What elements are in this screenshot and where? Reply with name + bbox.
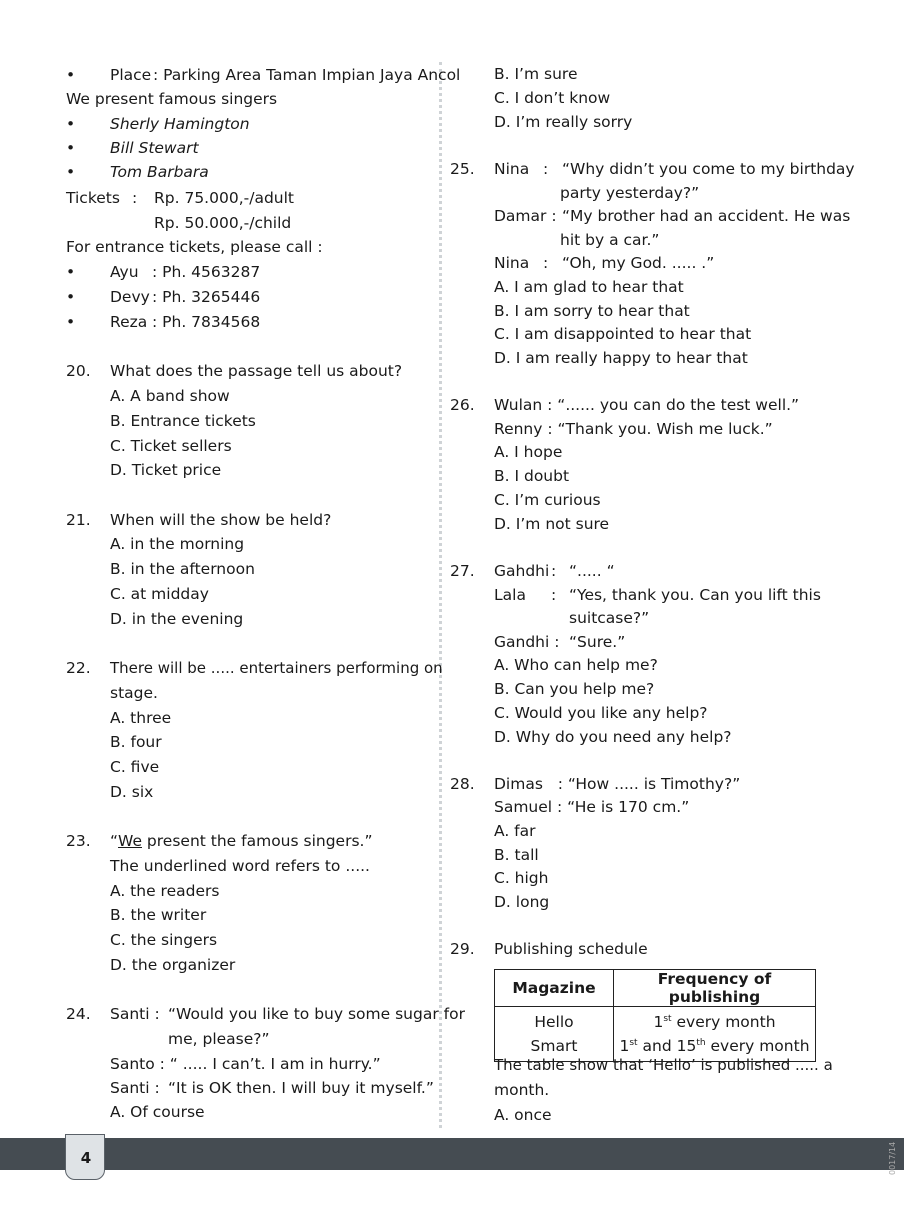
option: B. Can you help me?: [494, 680, 655, 698]
question-number: 26.: [450, 396, 475, 414]
dialogue-line: “Why didn’t you come to my birthday: [562, 160, 855, 178]
question-text: The underlined word refers to .....: [110, 857, 370, 875]
dialogue-line: “Sure.”: [569, 633, 626, 651]
footer-bar: [0, 1138, 904, 1170]
option: A. Who can help me?: [494, 656, 658, 674]
option: A. in the morning: [110, 535, 245, 553]
option: D. the organizer: [110, 956, 236, 974]
question-number: 24.: [66, 1005, 91, 1023]
dialogue-line: suitcase?”: [569, 609, 650, 627]
question-text: What does the passage tell us about?: [110, 362, 403, 380]
question-number: 29.: [450, 940, 475, 958]
dialogue-line: party yesterday?”: [560, 184, 700, 202]
option: C. I am disappointed to hear that: [494, 325, 752, 343]
speaker-label: Damar :: [494, 207, 557, 225]
publishing-schedule-table: [494, 969, 816, 1062]
dialogue-line: Renny : “Thank you. Wish me luck.”: [494, 420, 773, 438]
question-number: 28.: [450, 775, 475, 793]
tickets-child: Rp. 50.000,-/child: [154, 214, 292, 232]
table-header: Frequency of publishing: [614, 970, 816, 1007]
question-text: month.: [494, 1081, 550, 1099]
speaker-label: Gahdhi: [494, 562, 550, 580]
dialogue-line: Samuel : “He is 170 cm.”: [494, 798, 690, 816]
option: D. I’m not sure: [494, 515, 610, 533]
page-number: 4: [80, 1149, 92, 1167]
option: D. six: [110, 783, 154, 801]
table-cell: 1st every month: [614, 1007, 816, 1035]
option: B. Entrance tickets: [110, 412, 256, 430]
option: A. far: [494, 822, 536, 840]
question-text: There will be ..... entertainers performing on: [110, 659, 443, 677]
table-cell: Hello: [495, 1007, 614, 1035]
option: A. I hope: [494, 443, 563, 461]
option: B. in the afternoon: [110, 560, 255, 578]
dialogue-line: “Oh, my God. ..... .”: [562, 254, 715, 272]
call-line: For entrance tickets, please call :: [66, 238, 323, 256]
dialogue-line: “Would you like to buy some sugar for: [168, 1005, 465, 1023]
option: D. Why do you need any help?: [494, 728, 732, 746]
option: D. Ticket price: [110, 461, 222, 479]
option: B. the writer: [110, 906, 207, 924]
dialogue-line: hit by a car.”: [560, 231, 660, 249]
option: B. I am sorry to hear that: [494, 302, 690, 320]
question-text: The table show that ‘Hello’ is published ..... a: [494, 1056, 833, 1074]
speaker-label: Santi :: [110, 1005, 160, 1023]
option: B. I’m sure: [494, 65, 578, 83]
table-header: Magazine: [495, 970, 614, 1007]
table-row: [495, 1007, 816, 1035]
dialogue-line: “..... “: [569, 562, 615, 580]
option: A. the readers: [110, 882, 220, 900]
dialogue-line: Wulan : “...... you can do the test well.”: [494, 396, 800, 414]
question-number: 21.: [66, 511, 91, 529]
option: C. at midday: [110, 585, 209, 603]
speaker-label: Santi :: [110, 1079, 160, 1097]
speaker-label: Nina: [494, 254, 530, 272]
question-text: When will the show be held?: [110, 511, 332, 529]
question-number: 27.: [450, 562, 475, 580]
option: C. five: [110, 758, 160, 776]
page-number-tab: [65, 1134, 105, 1180]
option: B. I doubt: [494, 467, 570, 485]
question-number: 20.: [66, 362, 91, 380]
side-code: 0017/14: [888, 1141, 897, 1175]
option: A. once: [494, 1106, 552, 1124]
option: A. A band show: [110, 387, 230, 405]
dialogue-line: Santo : “ ..... I can’t. I am in hurry.”: [110, 1055, 381, 1073]
option: D. I am really happy to hear that: [494, 349, 748, 367]
option: A. I am glad to hear that: [494, 278, 684, 296]
option: A. three: [110, 709, 172, 727]
dialogue-line: Dimas : “How ..... is Timothy?”: [494, 775, 741, 793]
option: C. I’m curious: [494, 491, 601, 509]
question-number: 25.: [450, 160, 475, 178]
speaker-label: Lala: [494, 586, 526, 604]
option: B. four: [110, 733, 162, 751]
option: D. I’m really sorry: [494, 113, 633, 131]
tickets-adult: Tickets : Rp. 75.000,-/adult: [66, 189, 294, 207]
dialogue-line: “Yes, thank you. Can you lift this: [569, 586, 821, 604]
option: C. high: [494, 869, 549, 887]
column-divider: [439, 62, 442, 1128]
present-line: We present famous singers: [66, 90, 278, 108]
dialogue-line: “My brother had an accident. He was: [562, 207, 851, 225]
option: A. Of course: [110, 1103, 205, 1121]
table-cell: Smart: [495, 1034, 614, 1062]
option: C. the singers: [110, 931, 218, 949]
table-header-row: [495, 970, 816, 1007]
dialogue-line: “It is OK then. I will buy it myself.”: [168, 1079, 434, 1097]
table-row: [495, 1034, 816, 1062]
speaker-label: Nina: [494, 160, 530, 178]
question-text: stage.: [110, 684, 158, 702]
option: D. long: [494, 893, 550, 911]
question-number: 23.: [66, 832, 91, 850]
option: C. Ticket sellers: [110, 437, 232, 455]
speaker-label: Gandhi :: [494, 633, 560, 651]
option: C. Would you like any help?: [494, 704, 708, 722]
question-text: “We present the famous singers.”: [110, 832, 373, 850]
option: D. in the evening: [110, 610, 244, 628]
table-cell: 1st and 15th every month: [614, 1034, 816, 1062]
option: B. tall: [494, 846, 539, 864]
dialogue-line: me, please?”: [168, 1030, 270, 1048]
option: C. I don’t know: [494, 89, 611, 107]
question-text: Publishing schedule: [494, 940, 648, 958]
question-number: 22.: [66, 659, 91, 677]
